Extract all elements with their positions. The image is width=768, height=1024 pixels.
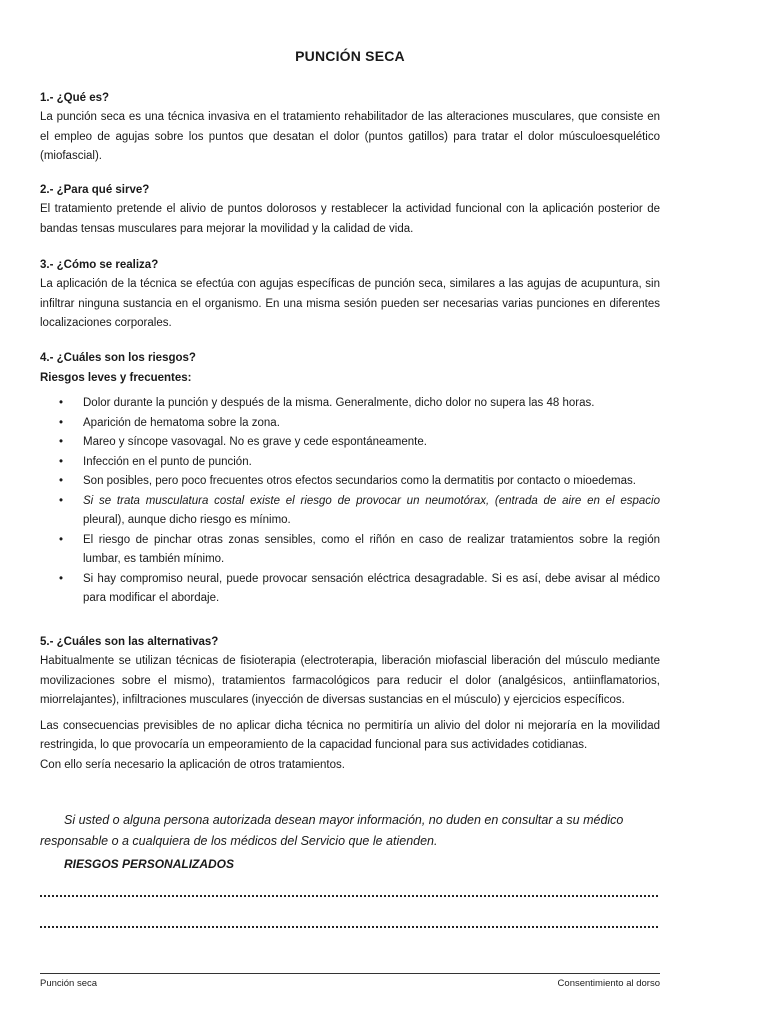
list-item: • Infección en el punto de punción. <box>40 453 660 473</box>
footer-left-text: Punción seca <box>40 978 98 989</box>
personal-risks-line-2[interactable] <box>40 926 658 928</box>
bullet-icon: • <box>59 436 64 448</box>
list-item: • Son posibles, pero poco frecuentes otros efectos secundarios como la dermatitis por contacto o mioedemas. <box>40 472 660 492</box>
section-text: Habitualmente se utilizan técnicas de fisioterapia (electroterapia, liberación miofascial liberación del músculo mediante movilizaciones sobre el mismo), tratamientos farmacológicos para reducir el dolor (analgésicos, antiinflamatorios, miorrelajantes), infiltraciones musculares (inyección de diversas sustancias en el músculo) y ejercicios específicos. <box>40 655 660 706</box>
list-item: • Si hay compromiso neural, puede provocar sensación eléctrica desagradable. Si es así, debe avisar al médico para modificar el abordaje. <box>40 570 660 609</box>
bullet-icon: • <box>59 494 64 507</box>
personal-risks-line-1[interactable] <box>40 895 658 897</box>
information-note: Si usted o alguna persona autorizada desean mayor información, no duden en consultar a su médico responsable o a cualquiera de los médicos del Servicio que le atienden. <box>40 813 624 848</box>
consequences-text-2: Con ello sería necesario la aplicación de otros tratamientos. <box>40 758 345 771</box>
risks-subheading: Riesgos leves y frecuentes: <box>40 372 192 384</box>
list-item: • Aparición de hematoma sobre la zona. <box>40 414 660 434</box>
bullet-icon: • <box>59 416 64 429</box>
bullet-icon: • <box>59 397 64 409</box>
bullet-icon: • <box>59 455 64 468</box>
section-alternatives <box>40 632 660 775</box>
section-how <box>40 255 660 334</box>
footer-right-text: Consentimiento al dorso <box>557 978 660 989</box>
section-heading: 5.- ¿Cuáles son las alternativas? <box>40 636 219 648</box>
section-what-is <box>40 88 660 167</box>
section-heading: 3.- ¿Cómo se realiza? <box>40 259 159 271</box>
footer-divider <box>40 973 660 974</box>
document-page <box>40 0 660 1024</box>
personal-risks-heading: RIESGOS PERSONALIZADOS <box>64 857 235 871</box>
bullet-icon: • <box>59 572 64 585</box>
list-item: • Si se trata musculatura costal existe el riesgo de provocar un neumotórax, (entrada de aire en el espacio pleural), aunque dicho riesgo es mínimo. <box>40 492 660 531</box>
section-heading: 1.- ¿Qué es? <box>40 92 110 104</box>
bullet-icon: • <box>59 533 64 546</box>
list-item: • Dolor durante la punción y después de la misma. Generalmente, dicho dolor no supera las 48 horas. <box>40 394 660 414</box>
risks-list <box>40 394 660 609</box>
section-text: La punción seca es una técnica invasiva en el tratamiento rehabilitador de las alteraciones musculares, que consiste en el empleo de agujas sobre los puntos que desatan el dolor (puntos gatillos) para tratar el dolor músculoesquelético (miofascial). <box>40 111 660 162</box>
section-risks <box>40 348 660 609</box>
list-item-italic-text: Si se trata musculatura costal existe el riesgo de provocar un neumotórax, (entrada de aire en el espacio <box>83 494 660 507</box>
list-item: • El riesgo de pinchar otras zonas sensibles, como el riñón en caso de realizar tratamientos sobre la región lumbar, es también mínimo. <box>40 531 660 570</box>
consequences-text: Las consecuencias previsibles de no aplicar dicha técnica no permitiría un alivio del dolor ni mejoraría en la movilidad restringida, lo que provocaría un empeoramiento de la capacidad funcional para sus actividades cotidianas. <box>40 719 660 751</box>
bullet-icon: • <box>59 475 64 487</box>
document-title: PUNCIÓN SECA <box>295 48 405 64</box>
section-heading: 2.- ¿Para qué sirve? <box>40 184 150 196</box>
section-heading: 4.- ¿Cuáles son los riesgos? <box>40 352 196 364</box>
section-text: El tratamiento pretende el alivio de puntos dolorosos y restablecer la actividad funcional con la aplicación posterior de bandas tensas musculares para mejorar la movilidad y la calidad de vida. <box>40 203 660 235</box>
section-text: La aplicación de la técnica se efectúa con agujas específicas de punción seca, similares a las agujas de acupuntura, sin infiltrar ninguna sustancia en el organismo. En una misma sesión pueden ser necesarias varias punciones en diferentes localizaciones corporales. <box>40 278 660 329</box>
list-item: • Mareo y síncope vasovagal. No es grave y cede espontáneamente. <box>40 433 660 453</box>
section-purpose <box>40 180 660 239</box>
